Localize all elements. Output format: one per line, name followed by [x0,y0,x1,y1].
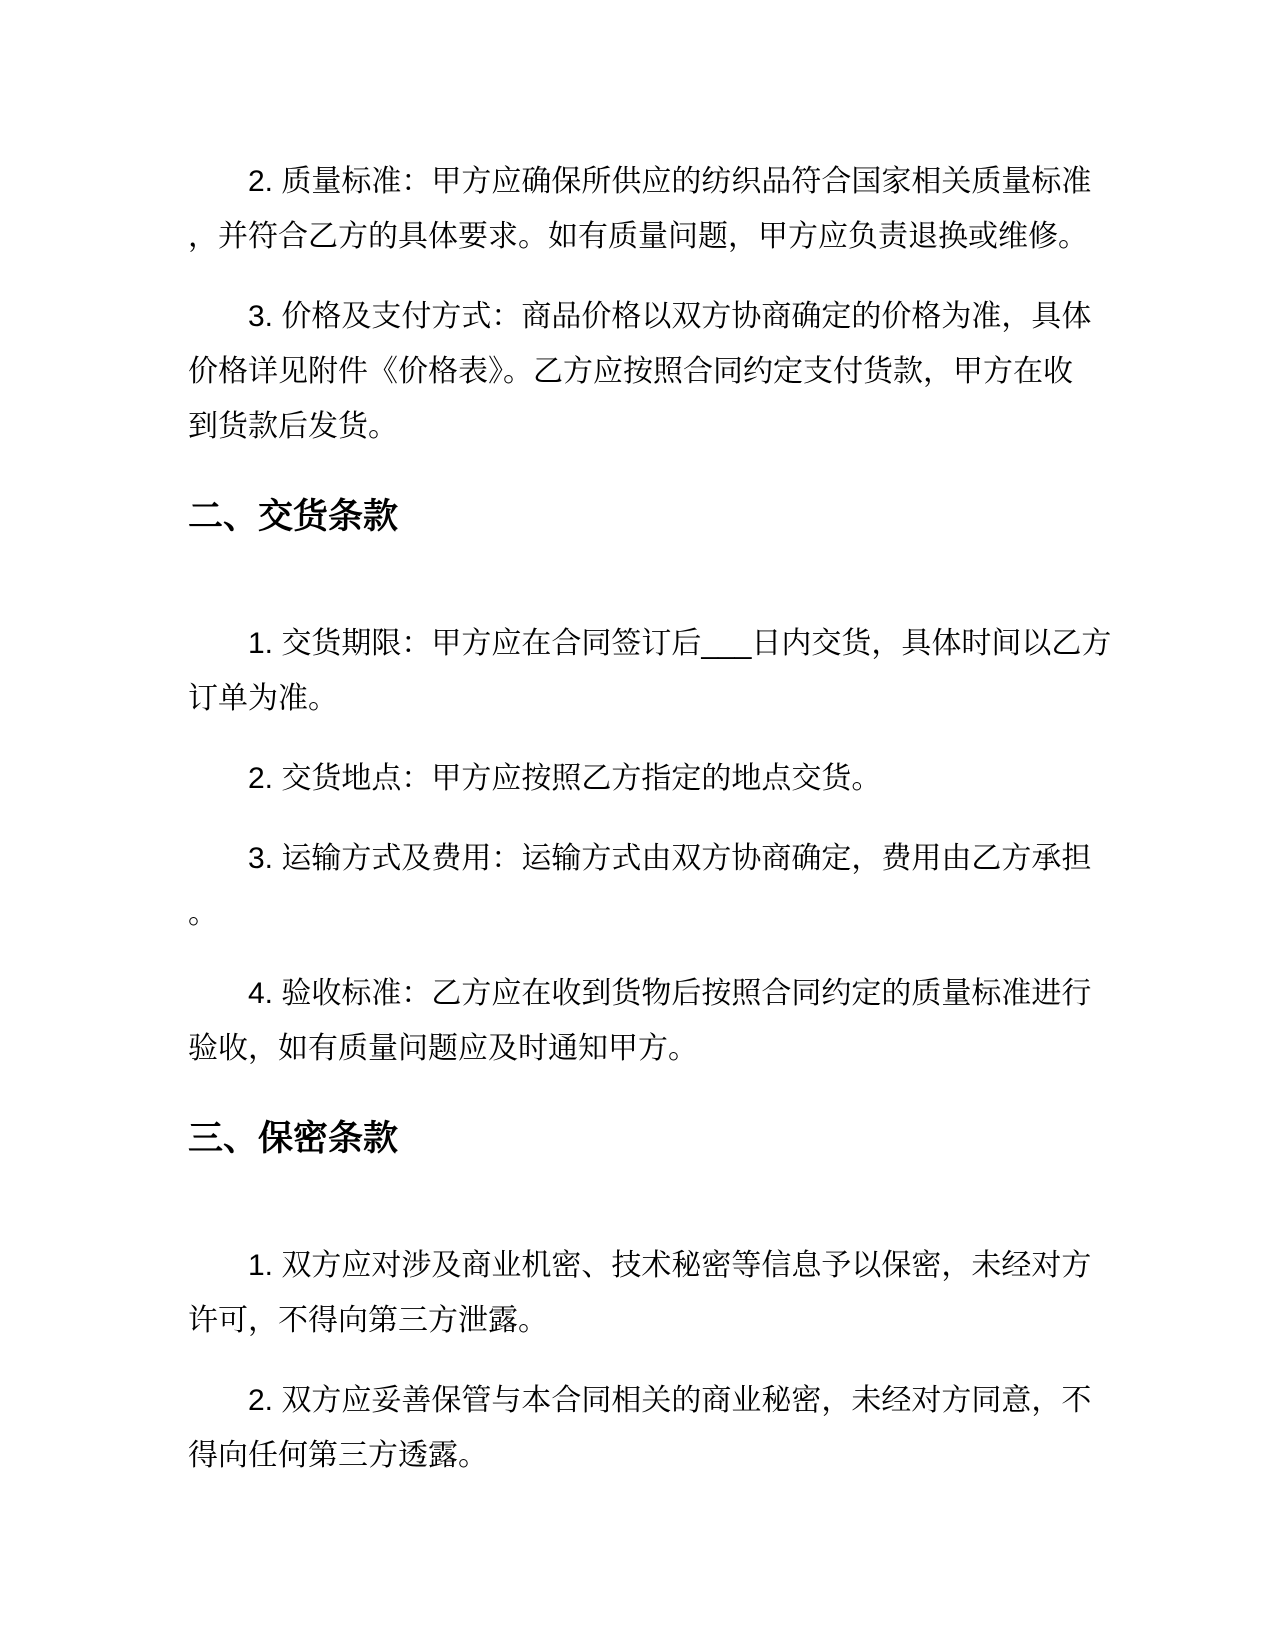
contract-paragraph [188,616,1185,726]
contract-paragraph [188,1238,1185,1348]
contract-paragraph [188,966,1185,1076]
contract-paragraph [188,289,1185,454]
section-heading-confidentiality-terms: 三、保密条款 [188,1119,399,1158]
contract-paragraph [188,831,1185,941]
paragraph-line: 价格详见附件《价格表》。乙方应按照合同约定支付货款，甲方在收 [188,355,1073,388]
paragraph-line: 许可，不得向第三方泄露。 [188,1304,548,1337]
paragraph-line: 2. 质量标准：甲方应确保所供应的纺织品符合国家相关质量标准 [248,165,1092,198]
contract-paragraph [188,1373,1185,1483]
paragraph-line: 验收，如有质量问题应及时通知甲方。 [188,1032,698,1065]
paragraph-line: 3. 运输方式及费用：运输方式由双方协商确定，费用由乙方承担 [248,842,1092,875]
paragraph-line: 订单为准。 [188,682,338,715]
paragraph-line: 得向任何第三方透露。 [188,1439,488,1472]
paragraph-line: 4. 验收标准：乙方应在收到货物后按照合同约定的质量标准进行 [248,977,1092,1010]
contract-paragraph [188,154,1185,264]
paragraph-line: 。 [188,897,218,930]
paragraph-line: 2. 双方应妥善保管与本合同相关的商业秘密，未经对方同意，不 [248,1384,1092,1417]
paragraph-line: ，并符合乙方的具体要求。如有质量问题，甲方应负责退换或维修。 [188,220,1088,253]
paragraph-line: 2. 交货地点：甲方应按照乙方指定的地点交货。 [248,762,882,795]
paragraph-line: 到货款后发货。 [188,410,398,443]
paragraph-line: 1. 交货期限：甲方应在合同签订后___日内交货，具体时间以乙方 [248,627,1112,660]
paragraph-line: 1. 双方应对涉及商业机密、技术秘密等信息予以保密，未经对方 [248,1249,1092,1282]
paragraph-line: 3. 价格及支付方式：商品价格以双方协商确定的价格为准，具体 [248,300,1092,333]
section-heading-delivery-terms: 二、交货条款 [188,497,399,536]
contract-paragraph [188,751,1185,806]
